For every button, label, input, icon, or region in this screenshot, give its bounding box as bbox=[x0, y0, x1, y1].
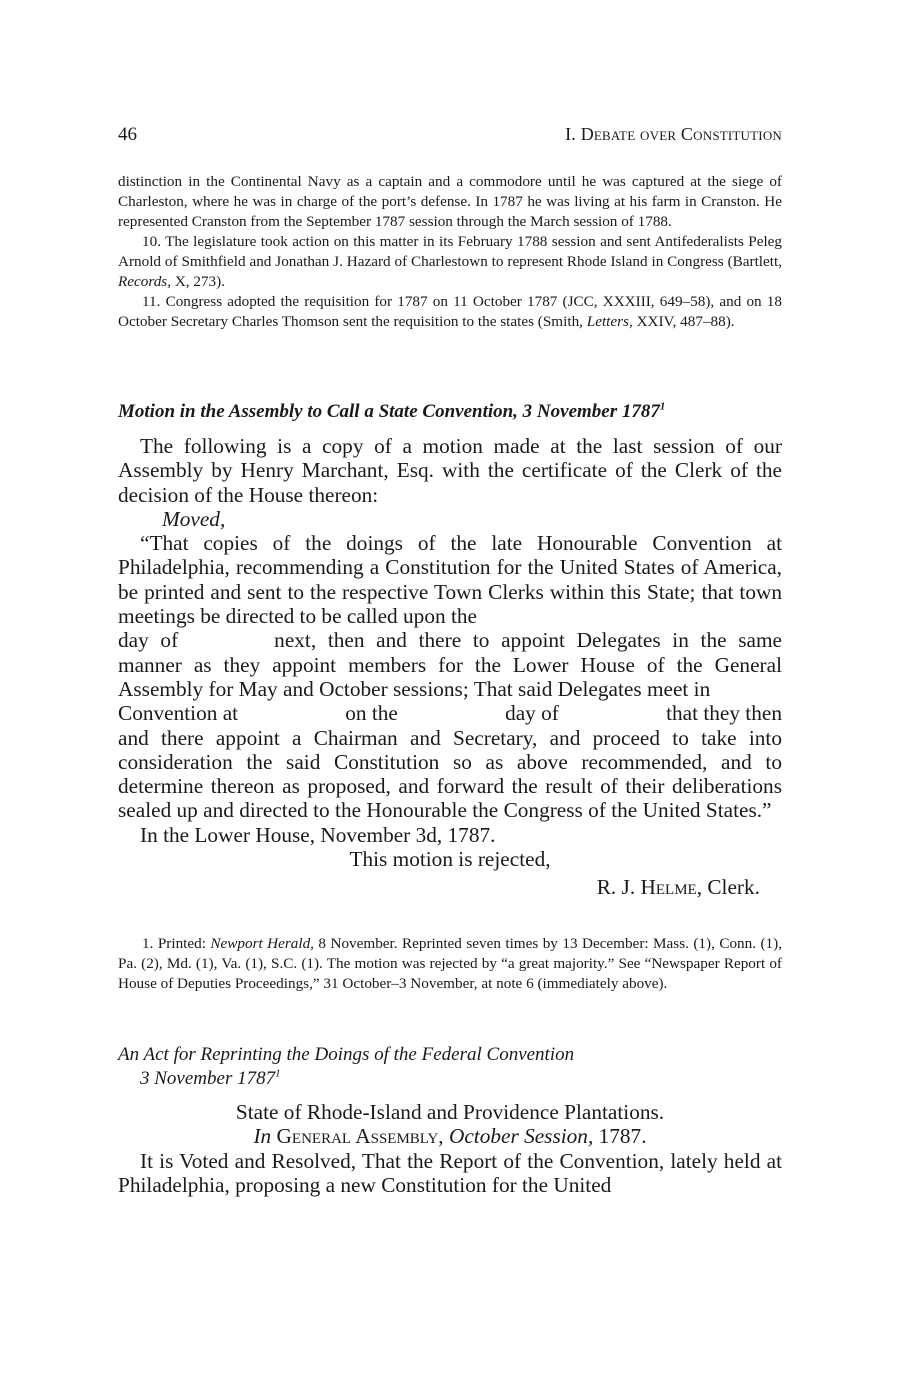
clerk-signature bbox=[118, 875, 782, 899]
in-label: In bbox=[253, 1124, 272, 1149]
state-name: State of Rhode-Island and Providence Plantations. bbox=[235, 1100, 665, 1124]
assembly-session: In General Assembly, October Session, 1787. bbox=[253, 1124, 647, 1149]
section-heading-motion-note: 1 bbox=[659, 400, 666, 413]
footnote-11-end: XXIV, 487–88). bbox=[632, 313, 735, 330]
motion-paragraph-3: and there appoint a Chairman and Secretary, and proceed to take into consideration the said Constitution so as above recommended, and to determine thereon as proposed, and forward the result of their deliberations sealed up and directed to the Honourable the Congress of the United States.” bbox=[118, 725, 782, 823]
footnote-10 bbox=[118, 232, 782, 292]
clerk-initials: R. J. bbox=[596, 875, 641, 900]
section-heading-act-line2 bbox=[118, 1067, 782, 1091]
act-resolution: It is Voted and Resolved, That the Report of the Convention, lately held at Philadelphia, proposing a new Constitution for the United bbox=[118, 1148, 782, 1197]
general-assembly-label: General Assembly bbox=[276, 1124, 439, 1149]
motion-body bbox=[118, 434, 782, 900]
section-heading-act bbox=[118, 1043, 782, 1091]
running-title: I. Debate over Constitution bbox=[565, 124, 782, 144]
motion-footnote bbox=[118, 934, 782, 994]
footnote-10-italic: Records, bbox=[118, 273, 172, 290]
convention-at-label: Convention at bbox=[118, 701, 239, 726]
running-head bbox=[118, 124, 782, 150]
lower-house-date: In the Lower House, November 3d, 1787. bbox=[140, 822, 496, 847]
motion-rejected: This motion is rejected, bbox=[349, 847, 551, 872]
that-they-then-label: that they then bbox=[666, 701, 782, 726]
moved-label: Moved, bbox=[162, 506, 226, 531]
day-of-label: day of bbox=[118, 628, 179, 653]
footnote-continued: distinction in the Continental Navy as a captain and a commodore until he was captured at the siege of Charleston, where he was in charge of the port’s defense. In 1787 he was living at his farm in Cranston. He represented Cranston from the September 1787 session through the March session of 1788. bbox=[118, 173, 782, 230]
footnote-10-end: X, 273). bbox=[171, 273, 226, 290]
section-heading-act-date: 3 November 1787 bbox=[140, 1068, 276, 1089]
footnote-11-italic: Letters, bbox=[586, 313, 633, 330]
footnote-10-text: 10. The legislature took action on this matter in its February 1788 session and sent Antifederalists Peleg Arnold of Smithfield and Jonathan J. Hazard of Charlestown to represent Rhode Island in Congress (Bartlett, bbox=[118, 233, 782, 270]
footnote-11 bbox=[118, 292, 782, 332]
session-year: 1787. bbox=[593, 1124, 647, 1149]
page-number: 46 bbox=[118, 124, 137, 145]
day-of-label-2: day of bbox=[505, 701, 559, 726]
clerk-name: Helme bbox=[640, 875, 697, 900]
session-label: October Session, bbox=[448, 1124, 594, 1149]
footnote-1 bbox=[118, 934, 782, 994]
clerk-title: , Clerk. bbox=[696, 875, 760, 900]
top-footnotes bbox=[118, 172, 782, 332]
section-heading-motion-text: Motion in the Assembly to Call a State Convention, 3 November 1787 bbox=[118, 401, 660, 422]
section-heading-motion bbox=[118, 400, 782, 424]
convention-blank-line bbox=[118, 701, 782, 725]
footnote-1-end: 8 November. Reprinted seven times by 13 December: Mass. (1), Conn. (1), Pa. (2), Md. (1), Va. (1), S.C. (1). The motion was rejected by “a great majority.” See “Newspaper Report of House of Deputies Proceedings,” 31 October–3 November, at note 6 (immediately above). bbox=[118, 935, 782, 992]
footnote-1-italic: Newport Herald, bbox=[210, 935, 314, 952]
on-the-label: on the bbox=[345, 701, 398, 726]
footnote-11-text: 11. Congress adopted the requisition for 1787 on 11 October 1787 (JCC, XXXIII, 649–58), and on 18 October Secretary Charles Thomson sent the requisition to the states (Smith, bbox=[118, 293, 782, 330]
motion-paragraph-2 bbox=[118, 628, 782, 701]
motion-paragraph-2-text: next, then and there to appoint Delegates in the same manner as they appoint members for the Lower House of the General Assembly for May and October sessions; That said Delegates meet in bbox=[118, 628, 782, 701]
section-heading-act-line1: An Act for Reprinting the Doings of the Federal Convention bbox=[118, 1044, 575, 1065]
section-heading-act-note: 1 bbox=[275, 1067, 281, 1080]
motion-intro: The following is a copy of a motion made at the last session of our Assembly by Henry Marchant, Esq. with the certificate of the Clerk of the decision of the House thereon: bbox=[118, 434, 782, 507]
footnote-1-text: 1. Printed: bbox=[142, 935, 211, 952]
motion-paragraph-1: “That copies of the doings of the late Honourable Convention at Philadelphia, recommending a Constitution for the United States of America, be printed and sent to the respective Town Clerks within this State; that town meetings be directed to be called upon the bbox=[118, 531, 782, 629]
act-body bbox=[118, 1100, 782, 1197]
